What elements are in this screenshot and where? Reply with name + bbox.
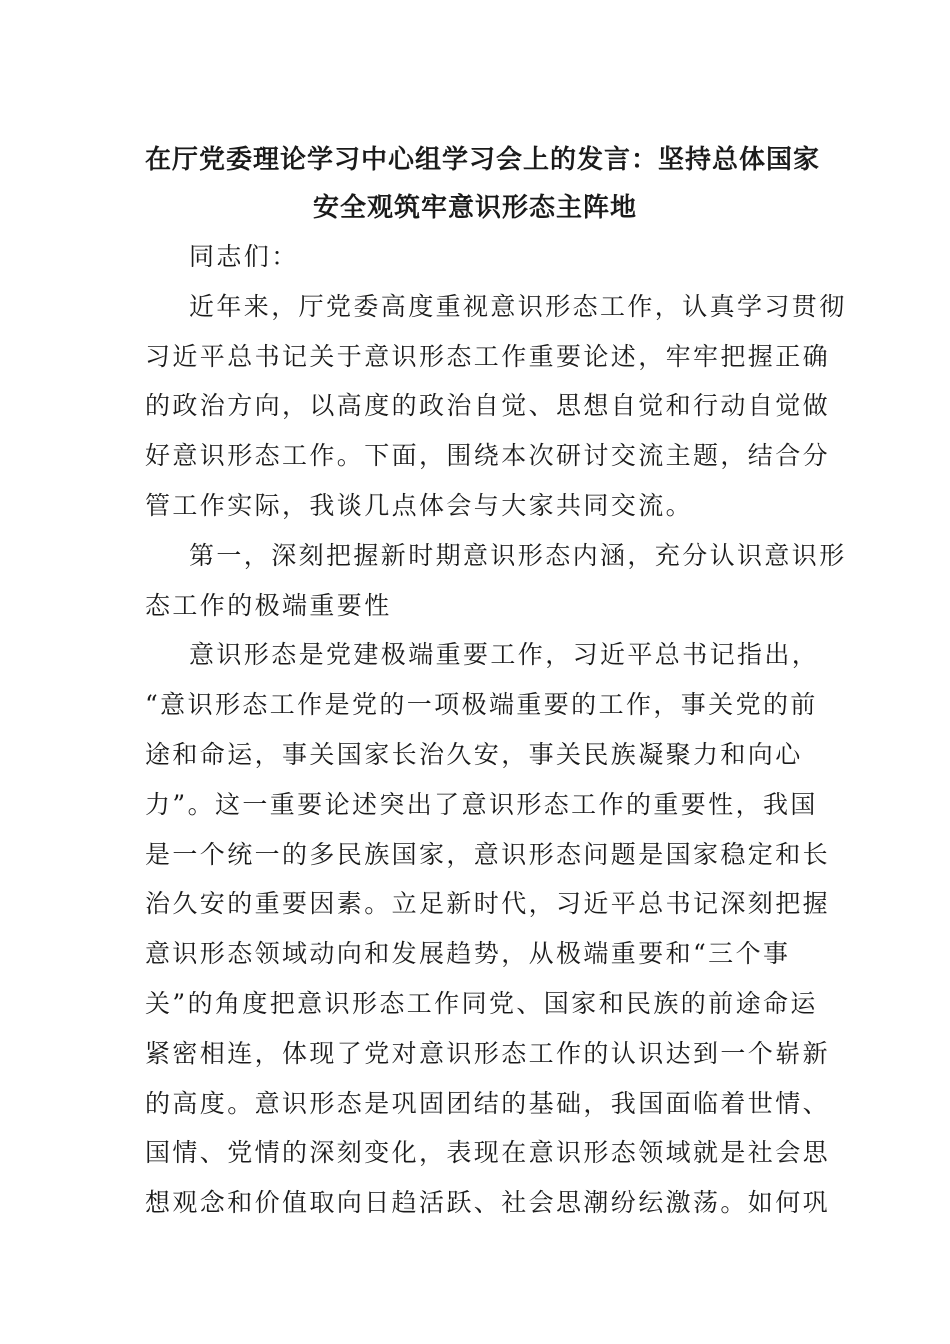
paragraph-line: 紧密相连，体现了党对意识形态工作的认识达到一个崭新 <box>145 1038 831 1068</box>
title-line-2: 安全观筑牢意识形态主阵地 <box>312 193 637 223</box>
paragraph-line: 近年来，厅党委高度重视意识形态工作，认真学习贯彻 <box>189 291 847 321</box>
paragraph-line: 的政治方向，以高度的政治自觉、思想自觉和行动自觉做 <box>145 391 831 421</box>
paragraph-line: 习近平总书记关于意识形态工作重要论述，牢牢把握正确 <box>145 341 831 371</box>
paragraph-line: 想观念和价值取向日趋活跃、社会思潮纷纭激荡。如何巩 <box>145 1188 831 1218</box>
paragraph-line: 力”。这一重要论述突出了意识形态工作的重要性，我国 <box>145 789 818 819</box>
paragraph-line: 关”的角度把意识形态工作同党、国家和民族的前途命运 <box>145 988 818 1018</box>
paragraph-line: 治久安的重要因素。立足新时代，习近平总书记深刻把握 <box>145 889 831 919</box>
title-line-1: 在厅党委理论学习中心组学习会上的发言：坚持总体国家 <box>145 145 821 175</box>
paragraph-line: 好意识形态工作。下面，围绕本次研讨交流主题，结合分 <box>145 441 831 471</box>
paragraph-line: “意识形态工作是党的一项极端重要的工作，事关党的前 <box>145 690 818 720</box>
paragraph-line: 的高度。意识形态是巩固团结的基础，我国面临着世情、 <box>145 1088 831 1118</box>
section-heading-line: 第一，深刻把握新时期意识形态内涵，充分认识意识形 <box>189 540 847 570</box>
paragraph-line: 意识形态领域动向和发展趋势，从极端重要和“三个事 <box>145 939 791 969</box>
document-body <box>145 232 847 1228</box>
paragraph-line: 国情、党情的深刻变化，表现在意识形态领域就是社会思 <box>145 1138 831 1168</box>
document-title <box>145 136 821 232</box>
paragraph-line: 途和命运，事关国家长治久安，事关民族凝聚力和向心 <box>145 739 803 769</box>
paragraph-line: 意识形态是党建极端重要工作，习近平总书记指出， <box>189 640 820 670</box>
paragraph-line: 是一个统一的多民族国家，意识形态问题是国家稳定和长 <box>145 839 831 869</box>
paragraph-line: 管工作实际，我谈几点体会与大家共同交流。 <box>145 490 694 520</box>
salutation: 同志们： <box>189 242 299 271</box>
section-heading-line: 态工作的极端重要性 <box>145 590 392 620</box>
